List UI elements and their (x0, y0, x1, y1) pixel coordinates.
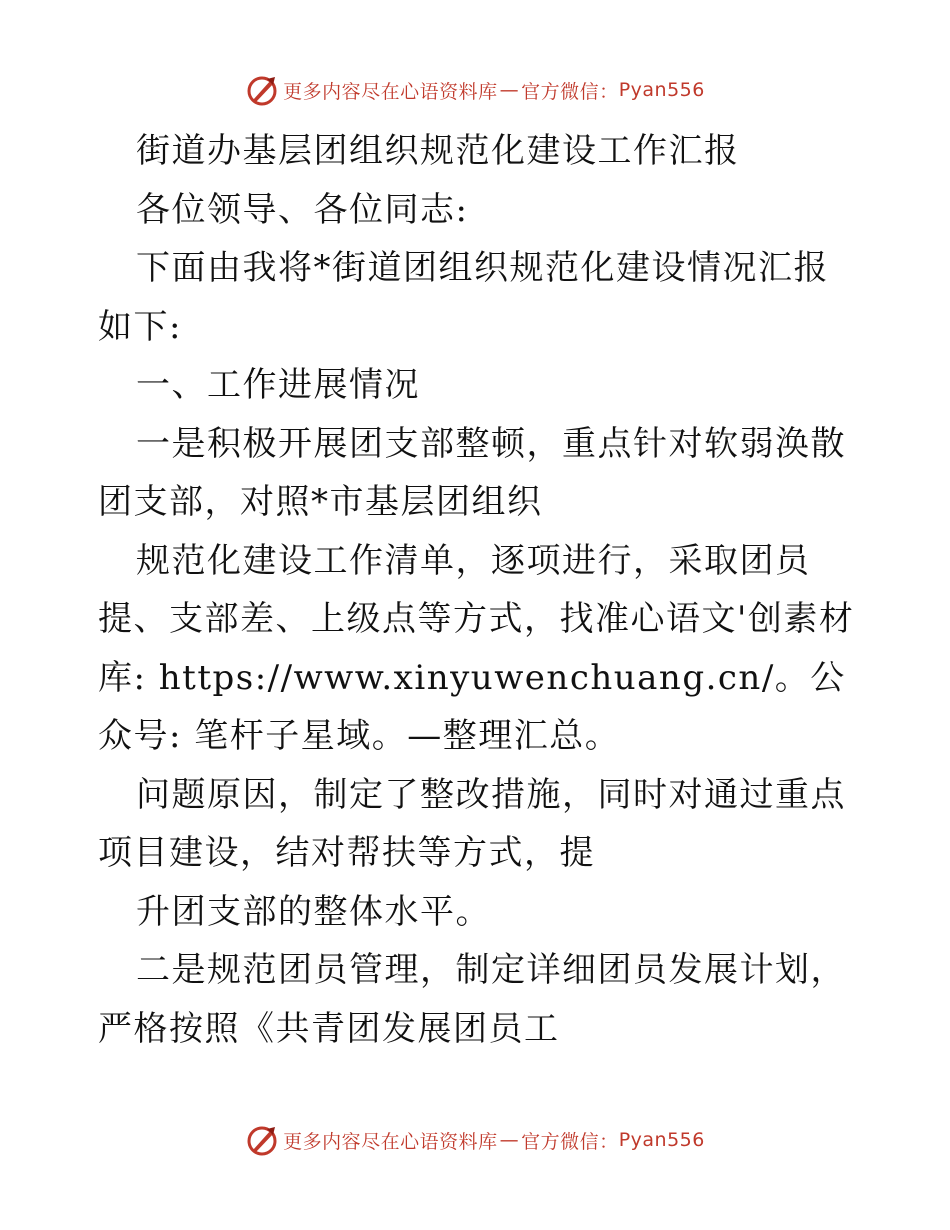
quill-logo-icon (245, 73, 279, 107)
paragraph: 升团支部的整体水平。 (136, 891, 491, 932)
banner-dash: — (499, 79, 520, 101)
document-body (98, 122, 858, 1058)
paragraph: 规范化建设工作清单，逐项进行，采取团员提、支部差、上级点等方式，找准心语文'创素材库: https://www.xinyuwenchuang.cn/。公众号: 笔杆子星域。—整理汇总。 (98, 540, 855, 756)
quill-logo-icon (245, 1123, 279, 1157)
banner-site-text: 更多内容尽在心语资料库 (283, 1130, 498, 1153)
banner-dash: — (499, 1129, 520, 1151)
paragraph: 二是规范团员管理，制定详细团员发展计划，严格按照《共青团发展团员工 (98, 950, 846, 1049)
header-banner (0, 70, 950, 110)
paragraph: 一是积极开展团支部整顿，重点针对软弱涣散团支部，对照*市基层团组织 (98, 423, 846, 522)
banner-wechat-id: Pyan556 (618, 79, 705, 101)
paragraph: 下面由我将*街道团组织规范化建设情况汇报如下: (98, 248, 829, 347)
banner-wechat-id: Pyan556 (618, 1129, 705, 1151)
section-heading: 一、工作进展情况 (136, 365, 420, 405)
banner-site-text: 更多内容尽在心语资料库 (283, 80, 498, 103)
banner-wechat-label: 官方微信： (521, 1130, 619, 1153)
footer-banner (0, 1120, 950, 1160)
banner-wechat-label: 官方微信： (521, 80, 619, 103)
paragraph: 问题原因，制定了整改措施，同时对通过重点项目建设，结对帮扶等方式，提 (98, 774, 846, 873)
document-title: 街道办基层团组织规范化建设工作汇报 (136, 131, 740, 171)
paragraph: 各位领导、各位同志: (136, 189, 469, 230)
